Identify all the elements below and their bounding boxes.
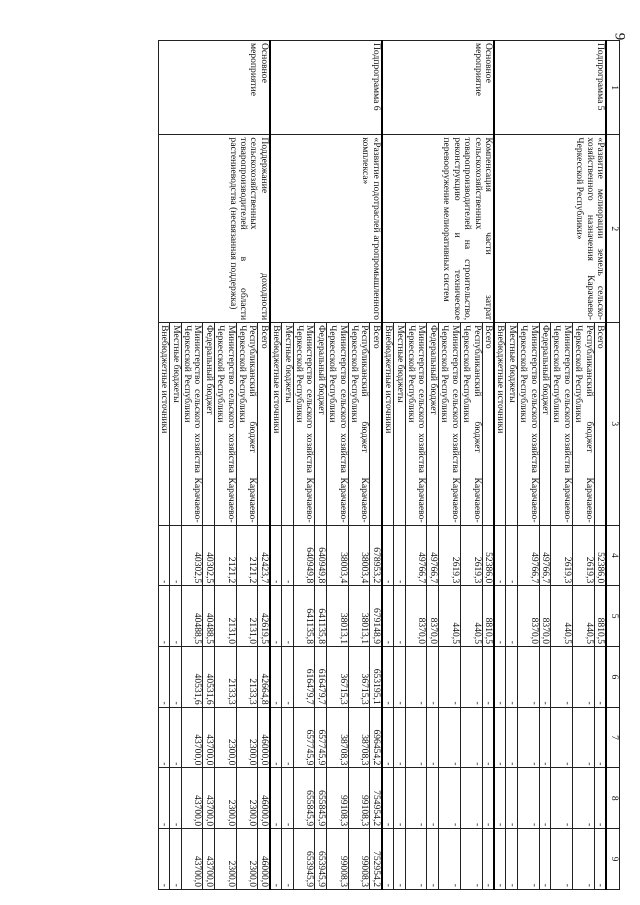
amount-cell: 616479,7: [315, 647, 326, 708]
header-cell: 2: [606, 135, 620, 323]
table-body: [158, 41, 606, 890]
amount-cell: -: [282, 707, 293, 768]
amount-cell: -: [394, 647, 405, 708]
amount-cell: 440,5: [572, 586, 594, 647]
amount-cell: -: [382, 647, 394, 708]
amount-cell: -: [394, 586, 405, 647]
amount-cell: 99008,3: [326, 829, 348, 890]
amount-cell: -: [427, 768, 438, 829]
amount-cell: -: [382, 707, 394, 768]
amount-cell: -: [158, 768, 169, 829]
amount-cell: -: [494, 768, 506, 829]
amount-cell: 2619,3: [572, 525, 594, 586]
amount-cell: 42423,7: [258, 525, 270, 586]
program-name-cell: «Развитие мелиорации земель сельско-хозяйственного назначения Карачаево-Черкесской Республики»: [494, 135, 606, 323]
amount-cell: 49766,7: [539, 525, 550, 586]
rotated-page: [52, 40, 620, 890]
amount-cell: 99008,3: [348, 829, 370, 890]
program-type-cell: Основное мероприятие: [382, 41, 494, 135]
amount-cell: -: [460, 647, 482, 708]
amount-cell: 2300,0: [236, 829, 258, 890]
amount-cell: -: [460, 829, 482, 890]
amount-cell: -: [539, 647, 550, 708]
table-row: [482, 41, 494, 890]
amount-cell: -: [494, 829, 506, 890]
amount-cell: -: [438, 707, 460, 768]
amount-cell: 52386,0: [594, 525, 606, 586]
amount-cell: -: [494, 707, 506, 768]
amount-cell: 754954,2: [370, 768, 382, 829]
amount-cell: 99108,3: [348, 768, 370, 829]
amount-cell: -: [270, 768, 282, 829]
amount-cell: -: [382, 768, 394, 829]
amount-cell: 440,5: [460, 586, 482, 647]
amount-cell: -: [460, 707, 482, 768]
amount-cell: -: [405, 829, 427, 890]
amount-cell: 49766,7: [405, 525, 427, 586]
budget-table: [158, 40, 620, 890]
funding-source-cell: Федеральный бюджет: [203, 323, 214, 525]
header-cell: 4: [606, 525, 620, 586]
amount-cell: -: [517, 707, 539, 768]
amount-cell: 8370,0: [517, 586, 539, 647]
amount-cell: 43700,0: [203, 707, 214, 768]
amount-cell: -: [282, 647, 293, 708]
amount-cell: 40302,5: [181, 525, 203, 586]
amount-cell: -: [550, 707, 572, 768]
funding-source-cell: Министерство сельского хозяйства Карачаево-Черкесской Республики: [181, 323, 203, 525]
header-cell: 7: [606, 707, 620, 768]
amount-cell: 40488,5: [203, 586, 214, 647]
amount-cell: -: [539, 707, 550, 768]
amount-cell: 655845,9: [293, 768, 315, 829]
funding-source-cell: Министерство сельского хозяйства Карачаево-Черкесской Республики: [293, 323, 315, 525]
amount-cell: 36715,3: [348, 647, 370, 708]
amount-cell: 46000,0: [258, 768, 270, 829]
amount-cell: -: [572, 647, 594, 708]
funding-source-cell: Всего: [258, 323, 270, 525]
amount-cell: -: [282, 525, 293, 586]
funding-source-cell: Федеральный бюджет: [539, 323, 550, 525]
header-cell: 5: [606, 586, 620, 647]
amount-cell: 2133,3: [236, 647, 258, 708]
program-name-cell: Компенсация части затрат сельскохозяйственных товаропроизводителей на строительство, реконструкцию и техническое перевооружение мелиоративных систем: [382, 135, 494, 323]
amount-cell: -: [405, 647, 427, 708]
amount-cell: 2300,0: [236, 707, 258, 768]
amount-cell: -: [594, 768, 606, 829]
amount-cell: 678953,2: [370, 525, 382, 586]
program-type-cell: Подпрограмма 5: [494, 41, 606, 135]
amount-cell: -: [460, 768, 482, 829]
header-cell: 8: [606, 768, 620, 829]
amount-cell: -: [506, 829, 517, 890]
amount-cell: 49766,7: [517, 525, 539, 586]
amount-cell: -: [506, 586, 517, 647]
amount-cell: -: [517, 768, 539, 829]
amount-cell: -: [482, 647, 494, 708]
funding-source-cell: Республиканский бюджет Карачаево-Черкесской Республики: [348, 323, 370, 525]
amount-cell: 2121,2: [236, 525, 258, 586]
funding-source-cell: Внебюджетные источники: [158, 323, 169, 525]
amount-cell: 440,5: [438, 586, 460, 647]
amount-cell: 653945,9: [315, 829, 326, 890]
header-row: [606, 41, 620, 890]
amount-cell: -: [394, 829, 405, 890]
funding-source-cell: Министерство сельского хозяйства Карачаево-Черкесской Республики: [438, 323, 460, 525]
amount-cell: 2619,3: [438, 525, 460, 586]
amount-cell: 43700,0: [181, 829, 203, 890]
amount-cell: -: [494, 586, 506, 647]
program-name-cell: Поддержание доходности сельскохозяйственных товаропроизводителей в области растениеводства (несвязанная поддержка): [158, 135, 270, 323]
amount-cell: 38708,3: [348, 707, 370, 768]
amount-cell: -: [427, 647, 438, 708]
funding-source-cell: Внебюджетные источники: [270, 323, 282, 525]
amount-cell: 657745,9: [293, 707, 315, 768]
amount-cell: 657745,9: [315, 707, 326, 768]
amount-cell: -: [270, 707, 282, 768]
amount-cell: -: [438, 768, 460, 829]
amount-cell: 2300,0: [236, 768, 258, 829]
amount-cell: -: [170, 768, 181, 829]
funding-source-cell: Внебюджетные источники: [382, 323, 394, 525]
amount-cell: -: [382, 525, 394, 586]
amount-cell: -: [405, 707, 427, 768]
funding-source-cell: Местные бюджеты: [394, 323, 405, 525]
amount-cell: 696454,2: [370, 707, 382, 768]
amount-cell: 43700,0: [181, 707, 203, 768]
funding-source-cell: Министерство сельского хозяйства Карачаево-Черкесской Республики: [550, 323, 572, 525]
amount-cell: 2619,3: [460, 525, 482, 586]
amount-cell: -: [158, 525, 169, 586]
table-row: [370, 41, 382, 890]
amount-cell: 46000,0: [258, 829, 270, 890]
amount-cell: -: [594, 647, 606, 708]
amount-cell: -: [158, 707, 169, 768]
amount-cell: -: [550, 829, 572, 890]
amount-cell: -: [572, 707, 594, 768]
program-name-cell: «Развитие подотраслей агропромышленного комплекса»: [270, 135, 382, 323]
amount-cell: 43700,0: [203, 829, 214, 890]
amount-cell: 8370,0: [539, 586, 550, 647]
amount-cell: 679148,9: [370, 586, 382, 647]
header-cell: 1: [606, 41, 620, 135]
amount-cell: -: [506, 768, 517, 829]
funding-source-cell: Министерство сельского хозяйства Карачаево-Черкесской Республики: [405, 323, 427, 525]
table-row: [594, 41, 606, 890]
header-cell: 3: [606, 323, 620, 525]
amount-cell: -: [572, 829, 594, 890]
funding-source-cell: Внебюджетные источники: [494, 323, 506, 525]
amount-cell: -: [438, 829, 460, 890]
amount-cell: -: [506, 647, 517, 708]
funding-source-cell: Всего: [594, 323, 606, 525]
amount-cell: -: [170, 525, 181, 586]
amount-cell: -: [594, 707, 606, 768]
amount-cell: -: [158, 586, 169, 647]
funding-source-cell: Республиканский бюджет Карачаево-Черкесской Республики: [460, 323, 482, 525]
amount-cell: 38003,4: [326, 525, 348, 586]
program-type-cell: Подпрограмма 6: [270, 41, 382, 135]
amount-cell: 40531,6: [203, 647, 214, 708]
amount-cell: -: [517, 829, 539, 890]
amount-cell: 42664,8: [258, 647, 270, 708]
amount-cell: 2121,2: [214, 525, 236, 586]
amount-cell: -: [394, 768, 405, 829]
amount-cell: 2300,0: [214, 707, 236, 768]
amount-cell: 752954,2: [370, 829, 382, 890]
amount-cell: 2300,0: [214, 768, 236, 829]
funding-source-cell: Местные бюджеты: [506, 323, 517, 525]
amount-cell: 99108,3: [326, 768, 348, 829]
funding-source-cell: Местные бюджеты: [170, 323, 181, 525]
amount-cell: 8810,5: [482, 586, 494, 647]
amount-cell: 653195,1: [370, 647, 382, 708]
amount-cell: -: [170, 586, 181, 647]
amount-cell: 38013,1: [348, 586, 370, 647]
amount-cell: 8810,5: [594, 586, 606, 647]
amount-cell: -: [494, 647, 506, 708]
amount-cell: 2300,0: [214, 829, 236, 890]
amount-cell: 655845,9: [315, 768, 326, 829]
amount-cell: -: [539, 768, 550, 829]
funding-source-cell: Министерство сельского хозяйства Карачаево-Черкесской Республики: [517, 323, 539, 525]
amount-cell: -: [494, 525, 506, 586]
amount-cell: 653945,9: [293, 829, 315, 890]
amount-cell: 38013,1: [326, 586, 348, 647]
amount-cell: -: [594, 829, 606, 890]
amount-cell: 38708,3: [326, 707, 348, 768]
amount-cell: 2133,3: [214, 647, 236, 708]
amount-cell: -: [382, 586, 394, 647]
amount-cell: 2131,0: [236, 586, 258, 647]
amount-cell: 640949,8: [315, 525, 326, 586]
amount-cell: 40302,5: [203, 525, 214, 586]
amount-cell: -: [270, 586, 282, 647]
amount-cell: -: [158, 647, 169, 708]
amount-cell: 440,5: [550, 586, 572, 647]
funding-source-cell: Федеральный бюджет: [427, 323, 438, 525]
amount-cell: 641135,8: [315, 586, 326, 647]
amount-cell: 43700,0: [203, 768, 214, 829]
amount-cell: -: [270, 647, 282, 708]
amount-cell: -: [550, 768, 572, 829]
amount-cell: -: [506, 707, 517, 768]
funding-source-cell: Местные бюджеты: [282, 323, 293, 525]
header-cell: 6: [606, 647, 620, 708]
amount-cell: -: [382, 829, 394, 890]
funding-source-cell: Всего: [482, 323, 494, 525]
amount-cell: -: [282, 829, 293, 890]
amount-cell: -: [482, 707, 494, 768]
funding-source-cell: Министерство сельского хозяйства Карачаево-Черкесской Республики: [214, 323, 236, 525]
amount-cell: -: [270, 829, 282, 890]
amount-cell: 49766,7: [427, 525, 438, 586]
program-type-cell: Основное мероприятие: [158, 41, 270, 135]
amount-cell: -: [482, 829, 494, 890]
amount-cell: -: [394, 707, 405, 768]
amount-cell: 2619,3: [550, 525, 572, 586]
amount-cell: -: [270, 525, 282, 586]
amount-cell: 38003,4: [348, 525, 370, 586]
amount-cell: -: [517, 647, 539, 708]
amount-cell: 641135,8: [293, 586, 315, 647]
amount-cell: -: [170, 829, 181, 890]
amount-cell: 46000,0: [258, 707, 270, 768]
amount-cell: -: [282, 768, 293, 829]
amount-cell: -: [572, 768, 594, 829]
funding-source-cell: Министерство сельского хозяйства Карачаево-Черкесской Республики: [326, 323, 348, 525]
amount-cell: -: [438, 647, 460, 708]
amount-cell: -: [427, 829, 438, 890]
amount-cell: 8370,0: [427, 586, 438, 647]
amount-cell: 2131,0: [214, 586, 236, 647]
funding-source-cell: Республиканский бюджет Карачаево-Черкесской Республики: [572, 323, 594, 525]
amount-cell: 640949,8: [293, 525, 315, 586]
funding-source-cell: Федеральный бюджет: [315, 323, 326, 525]
funding-source-cell: Республиканский бюджет Карачаево-Черкесской Республики: [236, 323, 258, 525]
funding-source-cell: Всего: [370, 323, 382, 525]
amount-cell: 42619,5: [258, 586, 270, 647]
amount-cell: 52386,0: [482, 525, 494, 586]
amount-cell: -: [282, 586, 293, 647]
amount-cell: -: [405, 768, 427, 829]
amount-cell: 43700,0: [181, 768, 203, 829]
amount-cell: -: [482, 768, 494, 829]
amount-cell: -: [539, 829, 550, 890]
header-cell: 9: [606, 829, 620, 890]
amount-cell: -: [158, 829, 169, 890]
amount-cell: 616479,7: [293, 647, 315, 708]
amount-cell: 40531,6: [181, 647, 203, 708]
amount-cell: -: [394, 525, 405, 586]
table-row: [258, 41, 270, 890]
amount-cell: 40488,5: [181, 586, 203, 647]
amount-cell: -: [427, 707, 438, 768]
amount-cell: -: [170, 647, 181, 708]
amount-cell: -: [170, 707, 181, 768]
amount-cell: 8370,0: [405, 586, 427, 647]
amount-cell: -: [506, 525, 517, 586]
amount-cell: 36715,3: [326, 647, 348, 708]
page-number: 9: [611, 32, 628, 41]
amount-cell: -: [550, 647, 572, 708]
